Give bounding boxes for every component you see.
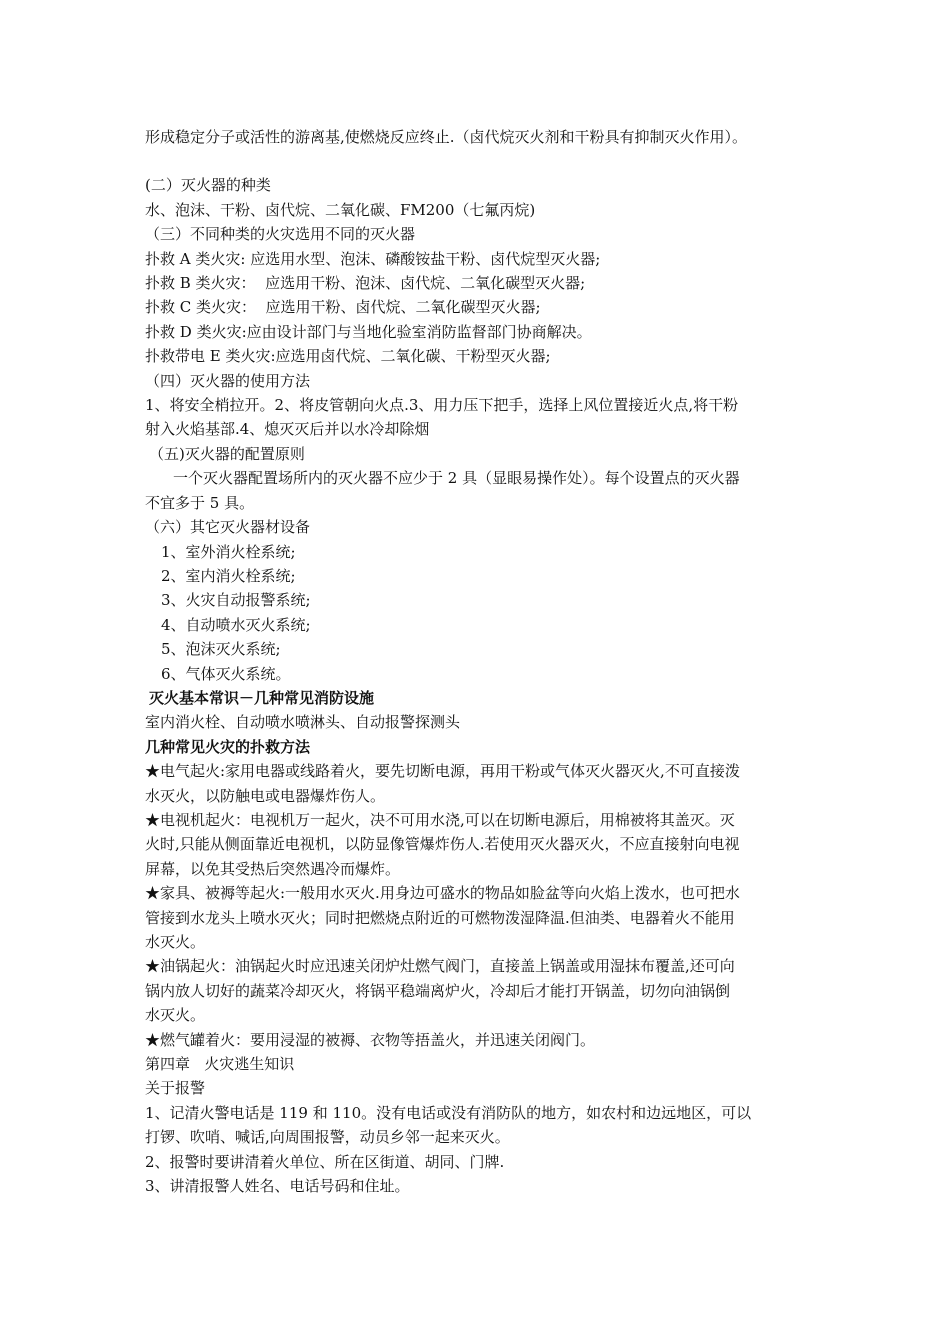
section-2-body: 水、泡沫、干粉、卤代烷、二氧化碳、FM200（七氟丙烷) — [145, 200, 536, 219]
methods-line: 锅内放人切好的蔬菜冷却灭火，将锅平稳端离炉火，冷却后才能打开锅盖，切勿向油锅倒 — [145, 981, 731, 1000]
methods-line: ★家具、被褥等起火:一般用水灭火.用身边可盛水的物品如脸盆等向火焰上泼水，也可把水 — [145, 884, 740, 903]
methods-line: 水灭火。 — [145, 1006, 206, 1025]
section-6-item: 1、室外消火栓系统; — [161, 542, 296, 561]
methods-line: 水灭火。 — [145, 933, 206, 951]
section-5-line: 一个灭火器配置场所内的灭火器不应少于 2 具（显眼易操作处）。每个设置点的灭火器 — [173, 469, 740, 488]
methods-line: ★电视机起火：电视机万一起火，决不可用水浇,可以在切断电源后，用棉被将其盖灭。灭 — [145, 810, 735, 829]
section-4-line: 1、将安全梢拉开。2、将皮管朝向火点.3、用力压下把手，选择上风位置接近火点,将干粉 — [145, 396, 739, 415]
facilities-heading: 灭火基本常识－几种常见消防设施 — [149, 688, 375, 707]
section-3-item: 扑救 C 类火灾： 应选用干粉、卤代烷、二氧化碳型灭火器; — [145, 298, 541, 317]
methods-line: ★电气起火:家用电器或线路着火，要先切断电源，再用干粉或气体灭火器灭火,不可直接泼 — [145, 762, 740, 781]
methods-line: 管接到水龙头上喷水灭火；同时把燃烧点附近的可燃物泼湿降温.但油类、电器着火不能用 — [145, 908, 735, 927]
section-6-item: 6、气体灭火系统。 — [161, 664, 291, 683]
chapter-4-line: 打锣、吹哨、喊话,向周围报警，动员乡邻一起来灭火。 — [145, 1128, 510, 1147]
methods-line: ★油锅起火：油锅起火时应迅速关闭炉灶燃气阀门，直接盖上锅盖或用湿抹布覆盖,还可向 — [145, 957, 735, 976]
section-6-item: 4、自动喷水灭火系统; — [161, 615, 311, 634]
section-3-item: 扑救 A 类火灾: 应选用水型、泡沫、磷酸铵盐干粉、卤代烷型灭火器; — [145, 249, 601, 268]
section-6-item: 3、火灾自动报警系统; — [161, 591, 311, 610]
methods-heading: 几种常见火灾的扑救方法 — [145, 737, 311, 756]
chapter-4-heading: 第四章 火灾逃生知识 — [145, 1055, 295, 1074]
chapter-4-line: 3、讲清报警人姓名、电话号码和住址。 — [145, 1177, 410, 1196]
section-6-item: 2、室内消火栓系统; — [161, 566, 296, 585]
section-3-item: 扑救 B 类火灾： 应选用干粉、泡沫、卤代烷、二氧化碳型灭火器; — [145, 274, 586, 293]
section-3-heading: （三）不同种类的火灾选用不同的灭火器 — [145, 225, 416, 244]
intro-paragraph: 形成稳定分子或活性的游离基,使燃烧反应终止.（卤代烷灭火剂和干粉具有抑制灭火作用）。 — [145, 128, 748, 146]
section-3-item: 扑救带电 E 类火灾:应选用卤代烷、二氧化碳、干粉型灭火器; — [145, 347, 551, 366]
methods-line: 火时,只能从侧面靠近电视机，以防显像管爆炸伤人.若使用灭火器灭火，不应直接射向电视 — [145, 835, 740, 854]
section-6-item: 5、泡沫灭火系统; — [161, 640, 281, 659]
section-5-heading: （五)灭火器的配置原则 — [149, 444, 305, 463]
section-4-heading: （四）灭火器的使用方法 — [145, 371, 311, 390]
chapter-4-subheading: 关于报警 — [145, 1079, 206, 1098]
chapter-4-line: 2、报警时要讲清着火单位、所在区街道、胡同、门牌. — [145, 1152, 505, 1171]
facilities-body: 室内消火栓、自动喷水喷淋头、自动报警探测头 — [145, 713, 461, 732]
section-5-line: 不宜多于 5 具。 — [145, 493, 255, 512]
chapter-4-line: 1、记清火警电话是 119 和 110。没有电话或没有消防队的地方，如农村和边远地区，可以 — [145, 1103, 752, 1122]
section-2-heading: (二）灭火器的种类 — [145, 176, 271, 195]
section-3-item: 扑救 D 类火灾:应由设计部门与当地化验室消防监督部门协商解决。 — [145, 322, 592, 341]
methods-line: 水灭火，以防触电或电器爆炸伤人。 — [145, 786, 386, 805]
section-6-heading: （六）其它灭火器材设备 — [145, 518, 311, 537]
methods-line: 屏幕，以免其受热后突然遇冷而爆炸。 — [145, 859, 401, 878]
methods-line: ★燃气罐着火：要用浸湿的被褥、衣物等捂盖火，并迅速关闭阀门。 — [145, 1030, 596, 1049]
section-4-line: 射入火焰基部.4、熄灭灭后并以水冷却除烟 — [145, 420, 430, 439]
